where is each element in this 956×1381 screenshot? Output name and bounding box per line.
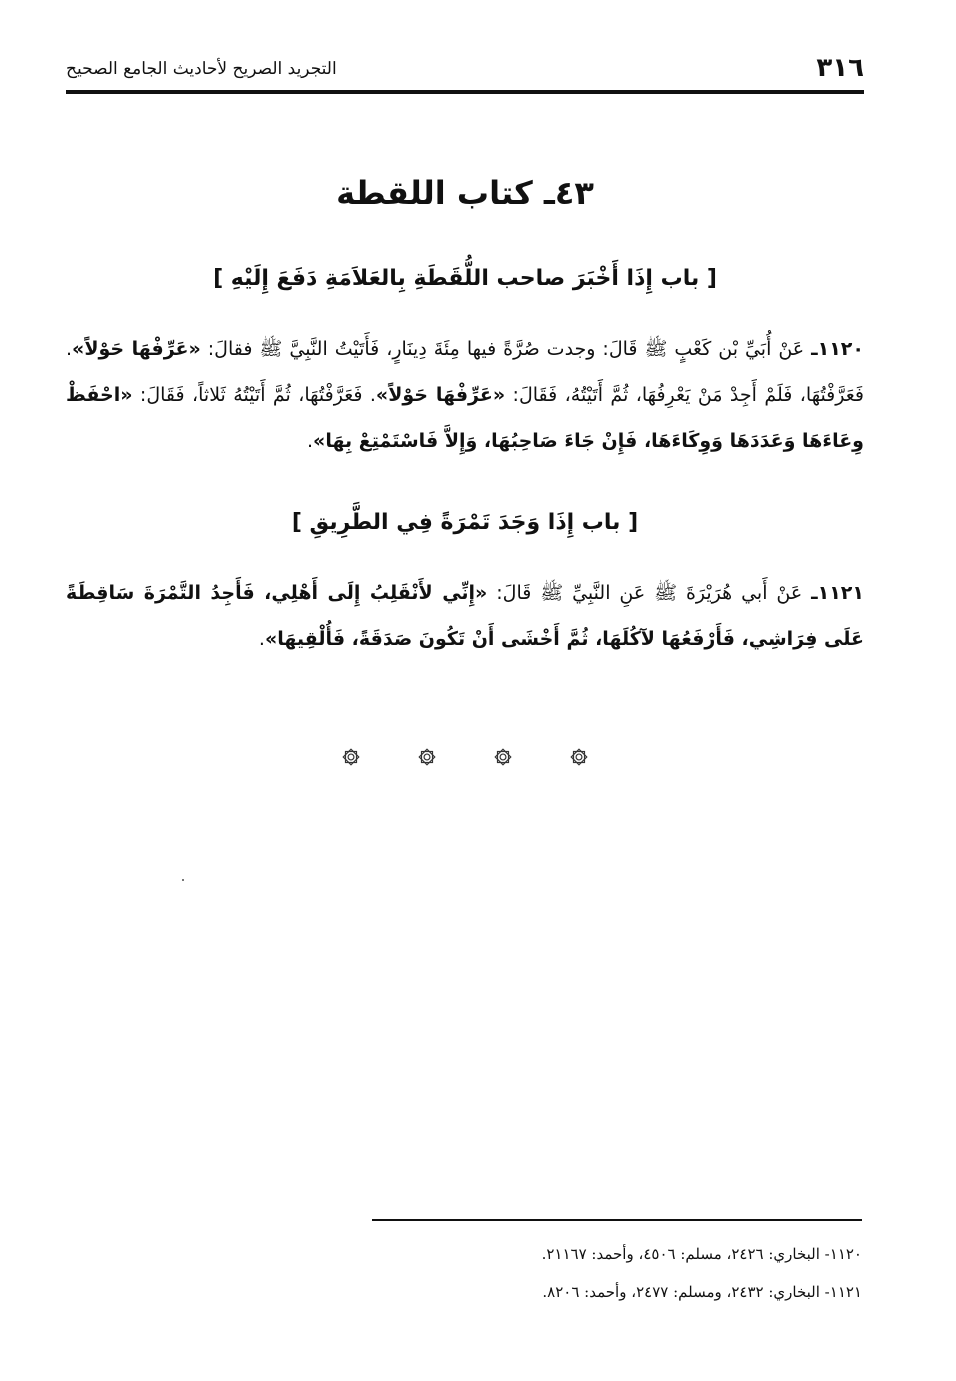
hadith-text: . فَعَرَّفْتُهَا، ثُمَّ أَتَيْتُهُ ثَلاثاً، فَقَالَ:: [132, 384, 376, 406]
hadith-text: عَنْ أُبَيِّ بْن كَعْبٍ ﷺ قَالَ: وجدت صُرَّةً فيها مِئَةَ دِينَارٍ، فَأَتَيْتُ النَّبِيَّ ﷺ فقالَ:: [200, 338, 812, 360]
eight-point-star-icon: [568, 746, 590, 768]
page-number: ٣١٦: [816, 53, 864, 83]
section-heading: [ باب إِذَا أَخْبَرَ صاحب اللُّقَطَةِ بِالعَلاَمَةِ دَفَعَ إِلَيْهِ ]: [213, 266, 717, 291]
hadith-quote: «عَرِّفْهَا حَوْلاً»: [72, 338, 201, 360]
eight-point-star-icon: [492, 746, 514, 768]
section-heading: [ باب إِذَا وَجَدَ تَمْرَةً فِي الطَّرِيقِ ]: [291, 510, 639, 535]
hadith-number: ١١٢١ـ: [811, 582, 864, 604]
chapter-title: ٤٣ـ كتاب اللقطة: [336, 174, 594, 212]
hadith-quote: «عَرِّفْهَا حَوْلاً»: [375, 384, 506, 406]
hadith-text: .: [307, 430, 314, 452]
eight-point-star-icon: [340, 746, 362, 768]
hadith-quote: «احْفَظْ وِعَاءَهَا وَعَدَدَهَا وَوِكَاءَهَا، فَإِنْ جَاءَ صَاحِبُهَا، وَإِلاَّ فَاسْتَمْتِعْ بِهَا»: [66, 384, 864, 452]
footnote: ١١٢٠- البخاري: ٢٤٢٦، مسلم: ٤٥٠٦، وأحمد: ٢١١٦٧.: [541, 1245, 862, 1263]
running-header: [66, 52, 864, 88]
hadith-number: ١١٢٠ـ: [811, 338, 864, 360]
hadith-text: عَنْ أَبي هُرَيْرَةَ ﷺ عَنِ النَّبِيِّ ﷺ قَالَ:: [487, 582, 812, 604]
section-end-ornaments: [340, 744, 590, 770]
book-title: التجريد الصريح لأحاديث الجامع الصحيح: [66, 59, 337, 79]
hadith-text: . فَعَرَّفْتُهَا، فَلَمْ أَجِدْ مَنْ يَعْرِفُهَا، ثُمَّ أَتَيْتُهُ، فَقَالَ:: [66, 338, 864, 406]
header-rule: [66, 90, 864, 94]
hadith-paragraph: [66, 570, 864, 662]
footnote: ١١٢١- البخاري: ٢٤٣٢، ومسلم: ٢٤٧٧، وأحمد: ٨٢٠٦.: [542, 1283, 862, 1301]
hadith-paragraph: [66, 326, 864, 464]
scan-speck: [182, 879, 184, 881]
footnote-rule: [372, 1219, 862, 1221]
hadith-text: .: [258, 628, 265, 650]
eight-point-star-icon: [416, 746, 438, 768]
hadith-quote: «إِنِّي لأَنْقَلِبُ إِلَى أَهْلِي، فَأَجِدُ التَّمْرَةَ سَاقِطَةً عَلَى فِرَاشِي، فَأَرْفَعُهَا لآكُلَهَا، ثُمَّ أَخْشَى أَنْ تَكُونَ صَدَقَةً، فَأُلْقِيهَا»: [66, 582, 864, 650]
